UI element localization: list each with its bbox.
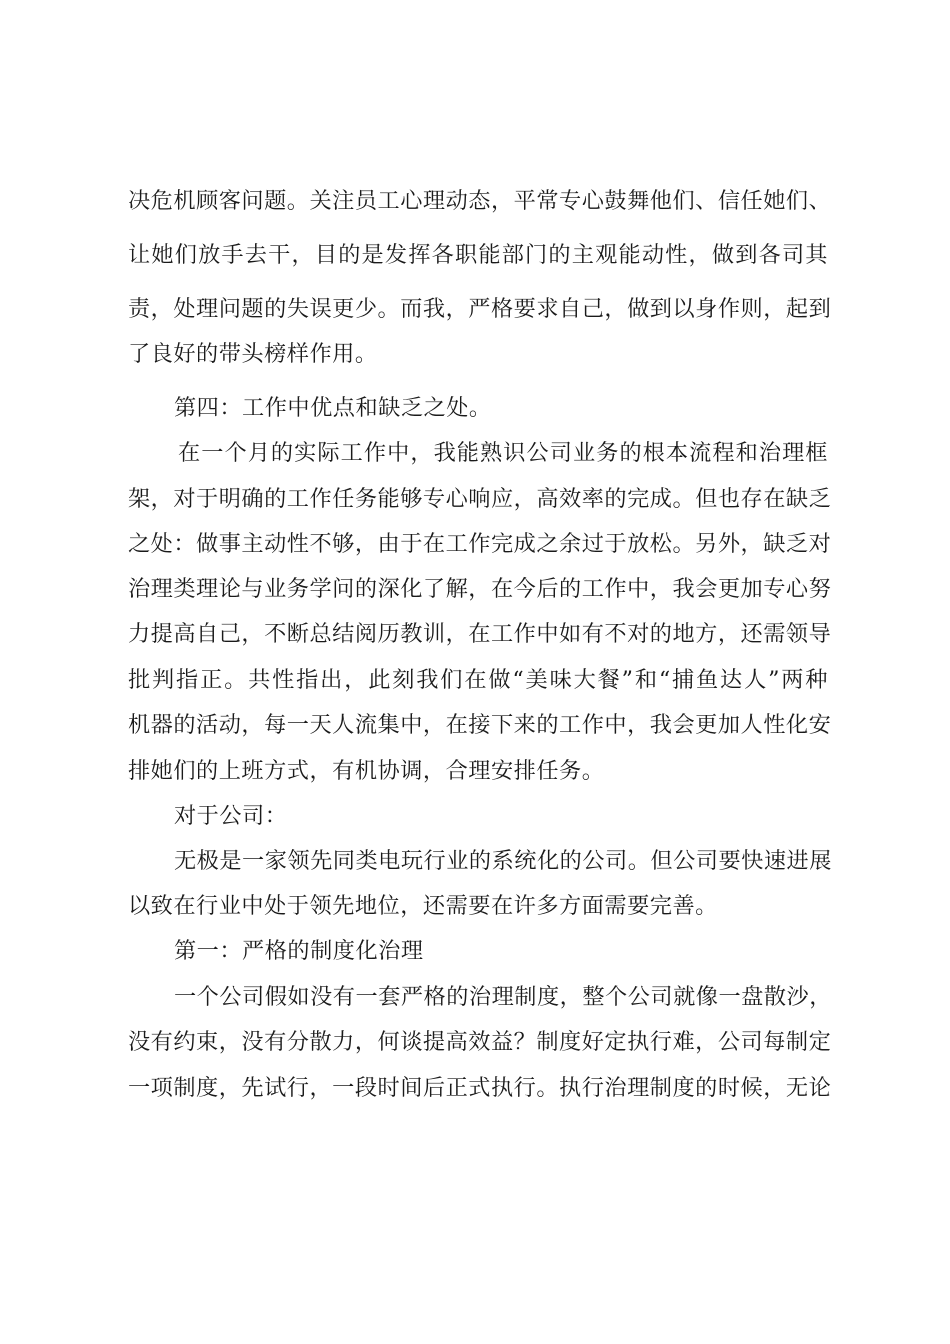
section-heading: 第一：严格的制度化治理	[174, 938, 424, 964]
text-line: 一个公司假如没有一套严格的治理制度，整个公司就像一盘散沙，	[174, 984, 832, 1010]
text-line: 决危机顾客问题。关注员工心理动态，平常专心鼓舞他们、信任她们、	[128, 188, 832, 214]
text-line: 排她们的上班方式，有机协调，合理安排任务。	[128, 758, 605, 784]
text-line: 一项制度，先试行，一段时间后正式执行。执行治理制度的时候，无论	[128, 1075, 832, 1101]
text-line: 责，处理问题的失误更少。而我，严格要求自己，做到以身作则，起到	[128, 296, 832, 322]
text-line: 了良好的带头榜样作用。	[128, 341, 378, 367]
text-line: 以致在行业中处于领先地位，还需要在许多方面需要完善。	[128, 893, 718, 919]
text-line: 之处：做事主动性不够，由于在工作完成之余过于放松。另外，缺乏对	[128, 531, 832, 557]
text-line: 没有约束，没有分散力，何谈提高效益？制度好定执行难，公司每制定	[128, 1029, 832, 1055]
text-line: 治理类理论与业务学问的深化了解，在今后的工作中，我会更加专心努	[128, 576, 832, 602]
text-line: 无极是一家领先同类电玩行业的系统化的公司。但公司要快速进展	[174, 848, 832, 874]
text-line: 架，对于明确的工作任务能够专心响应，高效率的完成。但也存在缺乏	[128, 486, 832, 512]
text-line: 力提高自己，不断总结阅历教训，在工作中如有不对的地方，还需领导	[128, 621, 832, 647]
text-line: 机器的活动，每一天人流集中，在接下来的工作中，我会更加人性化安	[128, 712, 832, 738]
section-heading: 对于公司：	[174, 803, 288, 829]
text-line: 在一个月的实际工作中，我能熟识公司业务的根本流程和治理框	[178, 440, 828, 466]
section-heading: 第四：工作中优点和缺乏之处。	[174, 395, 492, 421]
text-line: 让她们放手去干，目的是发挥各职能部门的主观能动性，做到各司其	[128, 242, 828, 268]
text-line: 批判指正。共性指出，此刻我们在做“美味大餐”和“捕鱼达人”两种	[128, 667, 828, 693]
